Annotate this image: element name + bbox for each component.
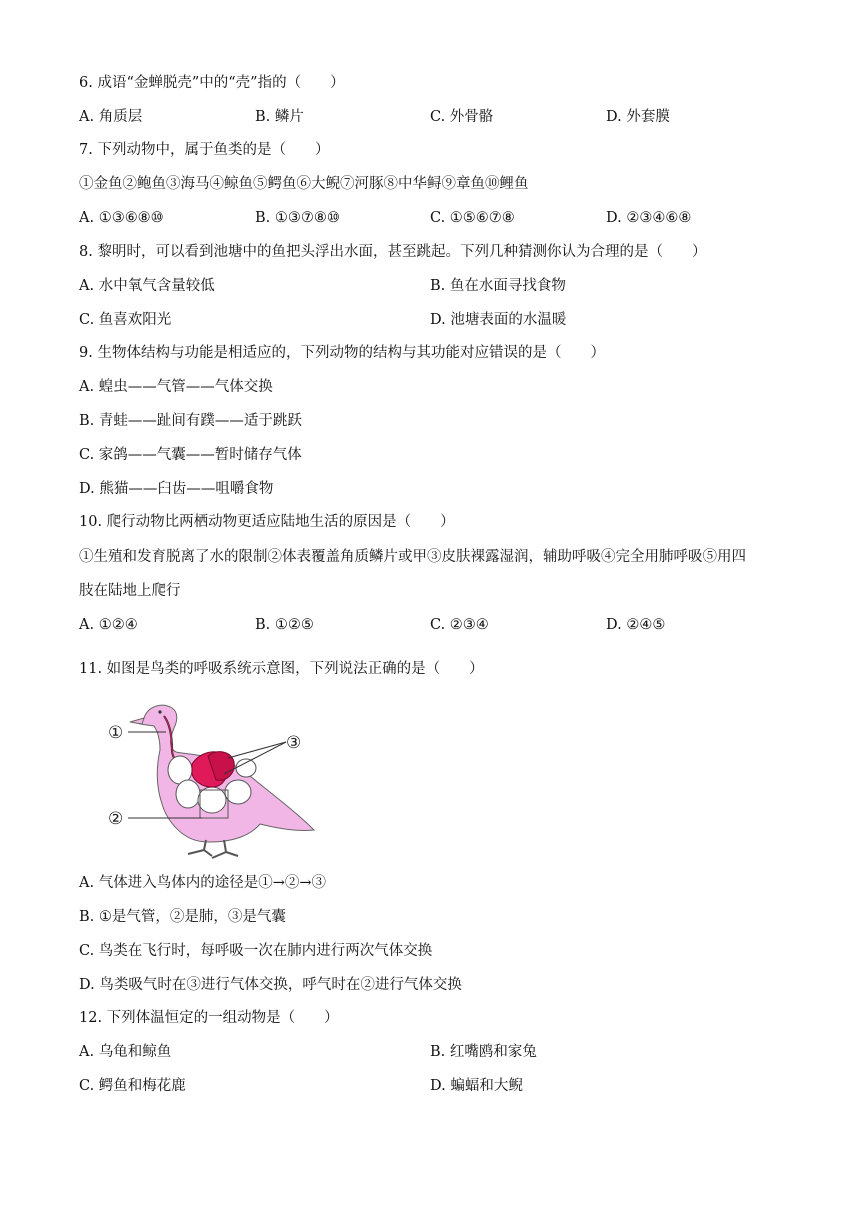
q10-option-d[interactable]: D. ②④⑤ xyxy=(606,617,666,633)
q11-option-a[interactable]: A. 气体进入鸟体内的途径是①→②→③ xyxy=(79,875,326,891)
question-7-list: ①金鱼②鲍鱼③海马④鲸鱼⑤鳄鱼⑥大鲵⑦河豚⑧中华鲟⑨章鱼⑩鲤鱼 xyxy=(79,176,529,192)
q11-option-c[interactable]: C. 鸟类在飞行时，每呼吸一次在肺内进行两次气体交换 xyxy=(79,943,433,959)
air-sac xyxy=(236,759,256,777)
figure-label-1: ① xyxy=(108,723,124,743)
question-8-stem: 8. 黎明时，可以看到池塘中的鱼把头浮出水面，甚至跳起。下列几种猜测你认为合理的是（ ） xyxy=(79,244,707,260)
air-sac xyxy=(176,780,200,808)
bird-leg xyxy=(212,840,238,858)
q6-option-d[interactable]: D. 外套膜 xyxy=(606,109,670,125)
q10-option-b[interactable]: B. ①②⑤ xyxy=(255,617,314,633)
leader-line-3 xyxy=(228,742,286,758)
q8-option-a[interactable]: A. 水中氧气含量较低 xyxy=(79,278,215,294)
q7-option-c[interactable]: C. ①⑤⑥⑦⑧ xyxy=(430,210,515,226)
q8-option-b[interactable]: B. 鱼在水面寻找食物 xyxy=(430,278,566,294)
question-12-stem: 12. 下列体温恒定的一组动物是（ ） xyxy=(79,1010,339,1026)
bird-respiratory-system-figure xyxy=(100,690,340,865)
question-10-stem: 10. 爬行动物比两栖动物更适应陆地生活的原因是（ ） xyxy=(79,514,455,530)
bird-beak xyxy=(130,718,144,724)
air-sac xyxy=(225,780,251,804)
q10-option-c[interactable]: C. ②③④ xyxy=(430,617,489,633)
q10-option-a[interactable]: A. ①②④ xyxy=(79,617,138,633)
q9-option-c[interactable]: C. 家鸽——气囊——暂时储存气体 xyxy=(79,447,302,463)
question-7-stem: 7. 下列动物中，属于鱼类的是（ ） xyxy=(79,142,330,158)
q8-option-d[interactable]: D. 池塘表面的水温暖 xyxy=(430,312,567,328)
q9-option-d[interactable]: D. 熊猫——臼齿——咀嚼食物 xyxy=(79,481,274,497)
question-9-stem: 9. 生物体结构与功能是相适应的，下列动物的结构与其功能对应错误的是（ ） xyxy=(79,345,605,361)
q7-option-a[interactable]: A. ①③⑥⑧⑩ xyxy=(79,210,164,226)
q7-option-d[interactable]: D. ②③④⑥⑧ xyxy=(606,210,692,226)
q12-option-c[interactable]: C. 鳄鱼和梅花鹿 xyxy=(79,1078,186,1094)
q9-option-a[interactable]: A. 蝗虫——气管——气体交换 xyxy=(79,379,273,395)
q11-option-d[interactable]: D. 鸟类吸气时在③进行气体交换，呼气时在②进行气体交换 xyxy=(79,977,462,993)
q7-option-b[interactable]: B. ①③⑦⑧⑩ xyxy=(255,210,340,226)
q12-option-b[interactable]: B. 红嘴鸥和家兔 xyxy=(430,1044,537,1060)
air-sac xyxy=(198,787,226,813)
q9-option-b[interactable]: B. 青蛙——趾间有蹼——适于跳跃 xyxy=(79,413,302,429)
q12-option-a[interactable]: A. 乌龟和鲸鱼 xyxy=(79,1044,172,1060)
question-10-list-line1: ①生殖和发育脱离了水的限制②体表覆盖角质鳞片或甲③皮肤裸露湿润，辅助呼吸④完全用肺呼吸⑤用四 xyxy=(79,549,746,565)
question-10-list-line2: 肢在陆地上爬行 xyxy=(79,583,181,599)
figure-label-3: ③ xyxy=(286,733,302,753)
q6-option-a[interactable]: A. 角质层 xyxy=(79,109,143,125)
q6-option-b[interactable]: B. 鳞片 xyxy=(255,109,304,125)
question-6-stem: 6. 成语“金蝉脱壳”中的“壳”指的（ ） xyxy=(79,75,345,91)
figure-label-2: ② xyxy=(108,809,124,829)
q6-option-c[interactable]: C. 外骨骼 xyxy=(430,109,494,125)
bird-eye xyxy=(158,710,161,713)
q8-option-c[interactable]: C. 鱼喜欢阳光 xyxy=(79,312,172,328)
question-11-stem: 11. 如图是鸟类的呼吸系统示意图，下列说法正确的是（ ） xyxy=(79,661,484,677)
q12-option-d[interactable]: D. 蝙蝠和大鲵 xyxy=(430,1078,523,1094)
q11-option-b[interactable]: B. ①是气管，②是肺，③是气囊 xyxy=(79,909,286,925)
